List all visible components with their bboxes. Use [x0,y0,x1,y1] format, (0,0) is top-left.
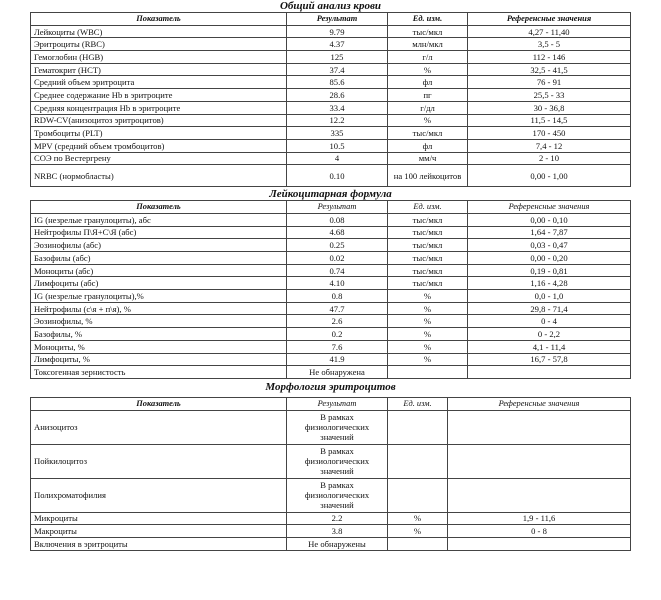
cell-reference: 0,19 - 0,81 [468,264,631,277]
header-reference: Референсные значения [448,397,631,410]
table-row [31,537,631,550]
cell-unit: тыс/мкл [388,213,468,226]
cell-indicator: Нейтрофилы П\Я+С\Я (абс) [31,226,287,239]
cell-unit: тыс/мкл [388,252,468,265]
cell-unit: фл [388,76,468,89]
table-row [31,410,631,444]
cell-result: Не обнаружена [287,366,388,379]
cell-result: 2.2 [287,512,388,525]
cell-indicator: Включения в эритроциты [31,537,287,550]
cell-unit: % [388,328,468,341]
cell-result: 0.02 [287,252,388,265]
cell-reference: 4,1 - 11,4 [468,340,631,353]
rbc-morphology-table [30,397,631,551]
header-reference: Референсные значения [468,13,631,26]
cell-indicator: NRBC (нормобласты) [31,165,287,187]
table-row [31,101,631,114]
table-row [31,512,631,525]
cell-result: В рамках физиологических значений [287,444,388,478]
cell-unit: % [388,525,448,538]
cell-reference [448,444,631,478]
table-row [31,252,631,265]
table-row [31,302,631,315]
table-row [31,264,631,277]
cell-indicator: MPV (средний объем тромбоцитов) [31,139,287,152]
table-row [31,366,631,379]
cell-indicator: Лимфоциты, % [31,353,287,366]
table-row [31,38,631,51]
cell-unit: % [388,114,468,127]
table-row [31,478,631,512]
leukocyte-table [30,200,631,379]
cell-reference: 11,5 - 14,5 [468,114,631,127]
cell-indicator: IG (незрелые гранулоциты), абс [31,213,287,226]
cell-result: 4.10 [287,277,388,290]
cell-unit: % [388,302,468,315]
cell-reference: 0,03 - 0,47 [468,239,631,252]
cell-unit: фл [388,139,468,152]
cell-reference: 0 - 2,2 [468,328,631,341]
cell-indicator: Эритроциты (RBC) [31,38,287,51]
cell-result: 7.6 [287,340,388,353]
table-row [31,315,631,328]
cell-unit: на 100 лейкоцитов [388,165,468,187]
cell-result: 47.7 [287,302,388,315]
cell-reference: 1,64 - 7,87 [468,226,631,239]
cell-result: 2.6 [287,315,388,328]
cell-result: 37.4 [287,63,388,76]
cell-indicator: Базофилы, % [31,328,287,341]
cell-result: 33.4 [287,101,388,114]
cell-indicator: IG (незрелые гранулоциты),% [31,290,287,303]
cell-reference: 30 - 36,8 [468,101,631,114]
cell-result: 85.6 [287,76,388,89]
table-row [31,165,631,187]
section-title-rbc-morphology: Морфология эритроцитов [265,380,396,393]
cell-result: 125 [287,51,388,64]
header-result: Результат [287,201,388,214]
cell-result: В рамках физиологических значений [287,478,388,512]
cell-reference: 170 - 450 [468,127,631,140]
cell-indicator: Эозинофилы (абс) [31,239,287,252]
cell-reference: 2 - 10 [468,152,631,165]
table-row [31,89,631,102]
table-row [31,152,631,165]
section-title-leukocyte-formula: Лейкоцитарная формула [269,188,392,201]
table-row [31,328,631,341]
table-row [31,340,631,353]
cell-indicator: Токсогенная зернистость [31,366,287,379]
header-reference: Референсные значения [468,201,631,214]
cell-unit: тыс/мкл [388,127,468,140]
cell-result: 0.10 [287,165,388,187]
cell-indicator: Гемоглобин (HGB) [31,51,287,64]
cell-reference: 25,5 - 33 [468,89,631,102]
cell-result: 0.08 [287,213,388,226]
table-row [31,63,631,76]
cell-reference: 29,8 - 71,4 [468,302,631,315]
cell-unit [388,444,448,478]
table-row [31,51,631,64]
cell-reference [448,537,631,550]
header-result: Результат [287,397,388,410]
cell-unit: пг [388,89,468,102]
cell-indicator: СОЭ по Вестергрену [31,152,287,165]
cell-unit: г/л [388,51,468,64]
section-title-cbc: Общий анализ крови [279,0,382,12]
cell-indicator: Микроциты [31,512,287,525]
cell-reference: 32,5 - 41,5 [468,63,631,76]
cell-reference: 76 - 91 [468,76,631,89]
cell-result: 4.68 [287,226,388,239]
header-unit: Ед. изм. [388,397,448,410]
cell-result: 0.2 [287,328,388,341]
table-row [31,353,631,366]
table-header-row [31,397,631,410]
cell-indicator: Средний объем эритроцита [31,76,287,89]
cell-indicator: Лейкоциты (WBC) [31,25,287,38]
cell-indicator: Нейтрофилы (с\я + п\я), % [31,302,287,315]
cell-reference: 0 - 8 [448,525,631,538]
cell-unit [388,478,448,512]
table-row [31,290,631,303]
cell-result: 4 [287,152,388,165]
cell-unit: % [388,315,468,328]
cell-reference: 1,16 - 4,28 [468,277,631,290]
table-header-row [31,13,631,26]
cell-reference: 0 - 4 [468,315,631,328]
cell-result: 0.25 [287,239,388,252]
table-header-row [31,201,631,214]
table-row [31,213,631,226]
table-row [31,76,631,89]
table-row [31,25,631,38]
cell-reference [468,366,631,379]
cell-reference [448,410,631,444]
cell-unit: тыс/мкл [388,226,468,239]
table-row [31,525,631,538]
cell-indicator: Среднее содержание Hb в эритроците [31,89,287,102]
cell-reference: 4,27 - 11,40 [468,25,631,38]
header-result: Результат [287,13,388,26]
cell-result: 28.6 [287,89,388,102]
header-indicator: Показатель [31,201,287,214]
cell-unit [388,410,448,444]
table-row [31,127,631,140]
cell-result: 41.9 [287,353,388,366]
cell-unit: % [388,353,468,366]
header-unit: Ед. изм. [388,201,468,214]
cell-indicator: Лимфоциты (абс) [31,277,287,290]
header-unit: Ед. изм. [388,13,468,26]
table-row [31,139,631,152]
cell-unit: тыс/мкл [388,264,468,277]
cell-indicator: RDW-CV(анизоцитоз эритроцитов) [31,114,287,127]
header-indicator: Показатель [31,13,287,26]
cell-indicator: Эозинофилы, % [31,315,287,328]
table-row [31,444,631,478]
cell-reference: 0,00 - 1,00 [468,165,631,187]
cell-indicator: Базофилы (абс) [31,252,287,265]
cell-result: 0.74 [287,264,388,277]
cell-reference: 16,7 - 57,8 [468,353,631,366]
cell-indicator: Тромбоциты (PLT) [31,127,287,140]
cell-indicator: Пойкилоцитоз [31,444,287,478]
cell-reference: 3,5 - 5 [468,38,631,51]
cell-indicator: Полихроматофилия [31,478,287,512]
cbc-table [30,12,631,187]
cell-indicator: Гематокрит (HCT) [31,63,287,76]
cell-unit: тыс/мкл [388,25,468,38]
table-row [31,226,631,239]
cell-reference: 0,0 - 1,0 [468,290,631,303]
cell-result: 3.8 [287,525,388,538]
cell-result: 9.79 [287,25,388,38]
cell-result: 12.2 [287,114,388,127]
cell-result: 335 [287,127,388,140]
cell-unit: тыс/мкл [388,277,468,290]
cell-result: 0.8 [287,290,388,303]
cell-unit [388,537,448,550]
cell-unit: % [388,512,448,525]
cell-indicator: Анизоцитоз [31,410,287,444]
table-row [31,277,631,290]
cell-unit: млн/мкл [388,38,468,51]
cell-indicator: Моноциты, % [31,340,287,353]
cell-result: 4.37 [287,38,388,51]
cell-reference: 0,00 - 0,10 [468,213,631,226]
cell-unit: % [388,290,468,303]
cell-unit: % [388,63,468,76]
cell-indicator: Моноциты (абс) [31,264,287,277]
cell-result: 10.5 [287,139,388,152]
cell-result: В рамках физиологических значений [287,410,388,444]
cell-unit [388,366,468,379]
table-row [31,239,631,252]
cell-unit: тыс/мкл [388,239,468,252]
cell-reference: 7,4 - 12 [468,139,631,152]
cell-unit: % [388,340,468,353]
cell-reference: 0,00 - 0,20 [468,252,631,265]
cell-indicator: Средняя концентрация Hb в эритроците [31,101,287,114]
cell-indicator: Макроциты [31,525,287,538]
table-row [31,114,631,127]
cell-reference: 112 - 146 [468,51,631,64]
cell-reference: 1,9 - 11,6 [448,512,631,525]
cell-reference [448,478,631,512]
cell-result: Не обнаружены [287,537,388,550]
cell-unit: г/дл [388,101,468,114]
cell-unit: мм/ч [388,152,468,165]
header-indicator: Показатель [31,397,287,410]
